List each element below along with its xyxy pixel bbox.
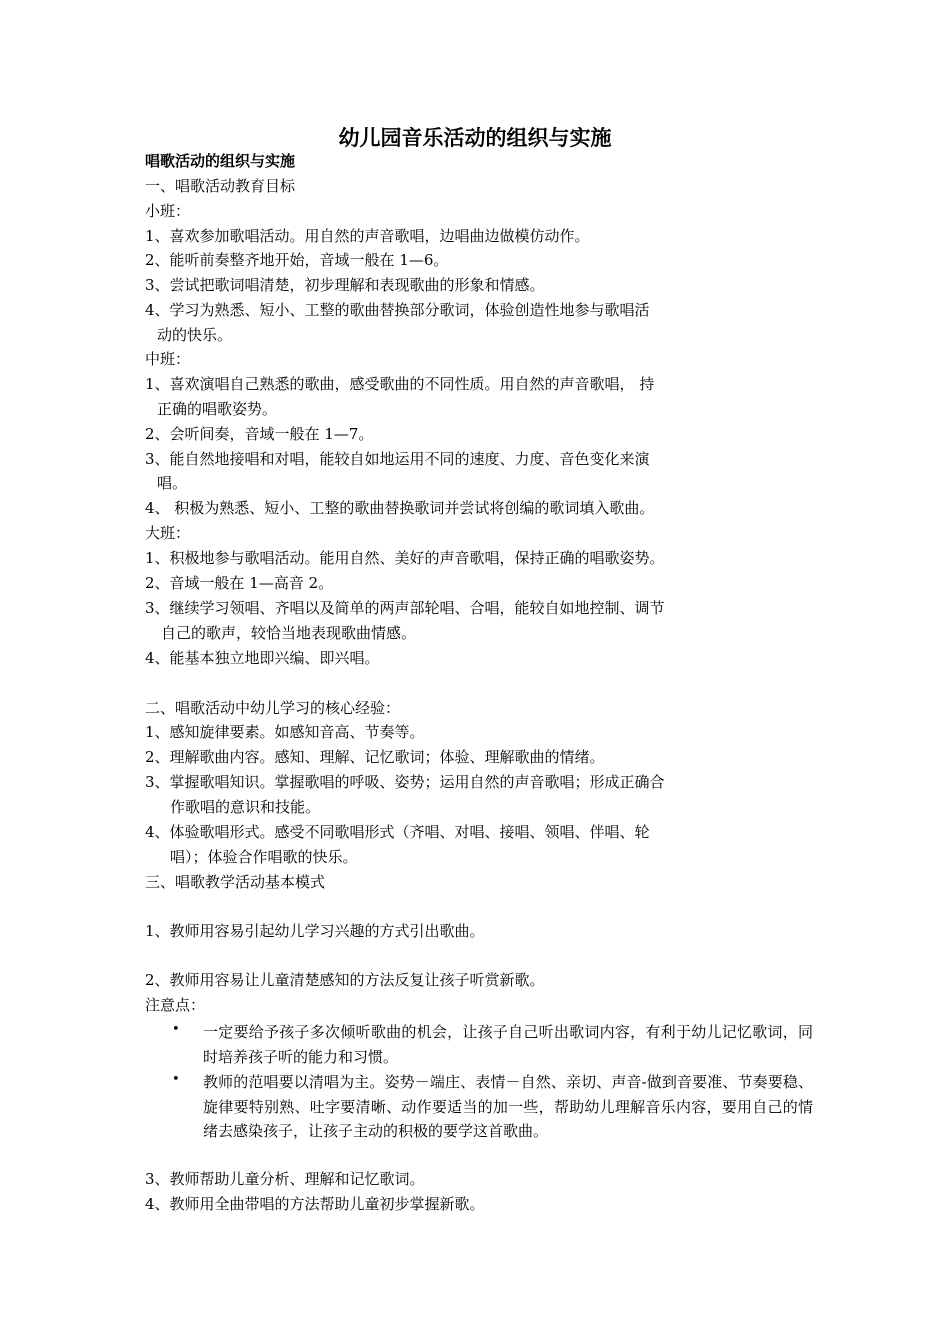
middle-goal-3-cont: 唱。 (157, 474, 188, 492)
small-goal-2: 2、能听前奏整齐地开始，音域一般在 1—6。 (145, 251, 449, 269)
large-goal-1: 1、积极地参与歌唱活动。能用自然、美好的声音歌唱，保持正确的唱歌姿势。 (145, 549, 665, 567)
experience-3-cont: 作歌唱的意识和技能。 (170, 798, 321, 816)
bullet-icon: • (172, 1022, 180, 1037)
section3-heading: 三、唱歌教学活动基本模式 (145, 873, 326, 891)
teaching-step-2: 2、教师用容易让儿童清楚感知的方法反复让孩子听赏新歌。 (145, 971, 545, 989)
middle-goal-2: 2、会听间奏，音域一般在 1—7。 (145, 425, 374, 443)
teaching-step-1: 1、教师用容易引起幼儿学习兴趣的方式引出歌曲。 (145, 922, 485, 940)
middle-goal-4: 4、 积极为熟悉、短小、工整的歌曲替换歌词并尝试将创编的歌词填入歌曲。 (145, 499, 655, 517)
middle-goal-1: 1、喜欢演唱自己熟悉的歌曲，感受歌曲的不同性质。用自然的声音歌唱， 持 (145, 375, 655, 393)
section2-heading: 二、唱歌活动中幼儿学习的核心经验： (145, 699, 401, 717)
note-1: 一定要给予孩子多次倾听歌曲的机会，让孩子自己听出歌词内容，有利于幼儿记忆歌词，同时培养孩子听的能力和习惯。 (203, 1023, 813, 1066)
note-2: 教师的范唱要以清唱为主。姿势－端庄、表情－自然、亲切、声音-做到音要准、节奏要稳、旋律要特别熟、吐字要清晰、动作要适当的加一些，帮助幼儿理解音乐内容，要用自己的情绪去感染孩子，让孩子主动的积极的要学这首歌曲。 (203, 1073, 813, 1140)
bullet-icon: • (172, 1072, 180, 1087)
small-goal-3: 3、尝试把歌词唱清楚，初步理解和表现歌曲的形象和情感。 (145, 276, 545, 294)
middle-class-label: 中班： (145, 350, 191, 368)
small-goal-1: 1、喜欢参加歌唱活动。用自然的声音歌唱，边唱曲边做模仿动作。 (145, 227, 590, 245)
experience-2: 2、理解歌曲内容。感知、理解、记忆歌词；体验、理解歌曲的情绪。 (145, 748, 605, 766)
document-title: 幼儿园音乐活动的组织与实施 (338, 125, 612, 150)
large-class-label: 大班： (145, 524, 191, 542)
section1-heading: 一、唱歌活动教育目标 (145, 177, 296, 195)
teaching-step-3: 3、教师帮助儿童分析、理解和记忆歌词。 (145, 1170, 425, 1188)
teaching-step-4: 4、教师用全曲带唱的方法帮助儿童初步掌握新歌。 (145, 1195, 485, 1213)
experience-4-cont: 唱）；体验合作唱歌的快乐。 (170, 848, 358, 866)
middle-goal-3: 3、能自然地接唱和对唱，能较自如地运用不同的速度、力度、音色变化来演 (145, 450, 650, 468)
large-goal-3-cont: 自己的歌声，较恰当地表现歌曲情感。 (161, 624, 417, 642)
subtitle: 唱歌活动的组织与实施 (145, 152, 296, 170)
middle-goal-1-cont: 正确的唱歌姿势。 (157, 400, 278, 418)
experience-1: 1、感知旋律要素。如感知音高、节奏等。 (145, 723, 425, 741)
small-goal-4-cont: 动的快乐。 (157, 326, 233, 344)
experience-3: 3、掌握歌唱知识。掌握歌唱的呼吸、姿势；运用自然的声音歌唱；形成正确合 (145, 773, 665, 791)
notes-label: 注意点： (145, 996, 206, 1014)
small-class-label: 小班： (145, 202, 191, 220)
experience-4: 4、体验歌唱形式。感受不同歌唱形式（齐唱、对唱、接唱、领唱、伴唱、轮 (145, 823, 650, 841)
small-goal-4: 4、学习为熟悉、短小、工整的歌曲替换部分歌词，体验创造性地参与歌唱活 (145, 301, 650, 319)
large-goal-4: 4、能基本独立地即兴编、即兴唱。 (145, 649, 380, 667)
large-goal-3: 3、继续学习领唱、齐唱以及简单的两声部轮唱、合唱，能较自如地控制、调节 (145, 599, 665, 617)
large-goal-2: 2、音域一般在 1—高音 2。 (145, 574, 334, 592)
